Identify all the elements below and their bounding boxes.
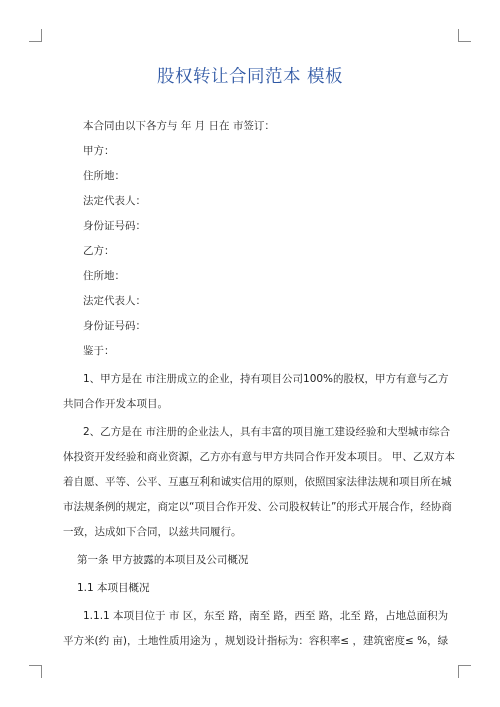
whereas-heading: 鉴于：	[83, 345, 115, 357]
clause-2-paragraph	[63, 420, 455, 545]
section-1-1-heading: 1.1 本项目概况	[77, 582, 150, 594]
clause-2-line: 体投资开发经验和商业资源，乙方亦有意与甲方共同合作开发本项目。 甲、乙双方本	[63, 451, 455, 463]
intro-line: 本合同由以下各方与 年 月 日在 市签订：	[83, 120, 275, 132]
party-b-address: 住所地：	[83, 270, 125, 282]
section-1-1-1-paragraph	[63, 604, 449, 654]
party-a-label: 甲方：	[83, 145, 115, 157]
party-a-id-no: 身份证号码：	[83, 220, 146, 232]
crop-mark-bottom-left	[29, 665, 42, 678]
clause-2-line: 2、乙方是在 市注册的企业法人，具有丰富的项目施工建设经验和大型城市综合	[83, 426, 451, 438]
party-b-label: 乙方：	[83, 245, 115, 257]
party-a-address: 住所地：	[83, 170, 125, 182]
document-title: 股权转让合同范本 模板	[156, 67, 344, 87]
clause-1-paragraph	[63, 367, 449, 417]
clause-1-line: 1、甲方是在 市注册成立的企业，持有项目公司100%的股权，甲方有意与乙方	[83, 373, 449, 385]
clause-2-line: 市法规条例的规定，商定以“项目合作开发、公司股权转让”的形式开展合作，经协商	[63, 501, 452, 513]
section-1-1-1-line: 1.1.1 本项目位于 市 区，东至 路，南至 路，西至 路，北至 路，占地总面积为	[83, 610, 449, 622]
section-1-1-1-line: 平方米(约 亩)，土地性质用途为 ，规划设计指标为：容积率≤ ，建筑密度≤ %，绿	[63, 635, 449, 647]
clause-2-line: 一致，达成如下合同，以兹共同履行。	[63, 526, 242, 538]
crop-mark-top-left	[29, 29, 42, 42]
clause-2-line: 着自愿、平等、公平、互惠互利和诚实信用的原则，依照国家法律法规和项目所在城	[63, 476, 452, 488]
party-b-legal-rep: 法定代表人：	[83, 295, 146, 307]
document-body	[63, 114, 455, 654]
clause-1-line: 共同合作开发本项目。	[63, 398, 168, 410]
party-b-id-no: 身份证号码：	[83, 320, 146, 332]
article-1-heading: 第一条 甲方披露的本项目及公司概况	[77, 554, 249, 566]
crop-mark-bottom-right	[458, 665, 471, 678]
crop-mark-top-right	[458, 29, 471, 42]
party-a-legal-rep: 法定代表人：	[83, 195, 146, 207]
